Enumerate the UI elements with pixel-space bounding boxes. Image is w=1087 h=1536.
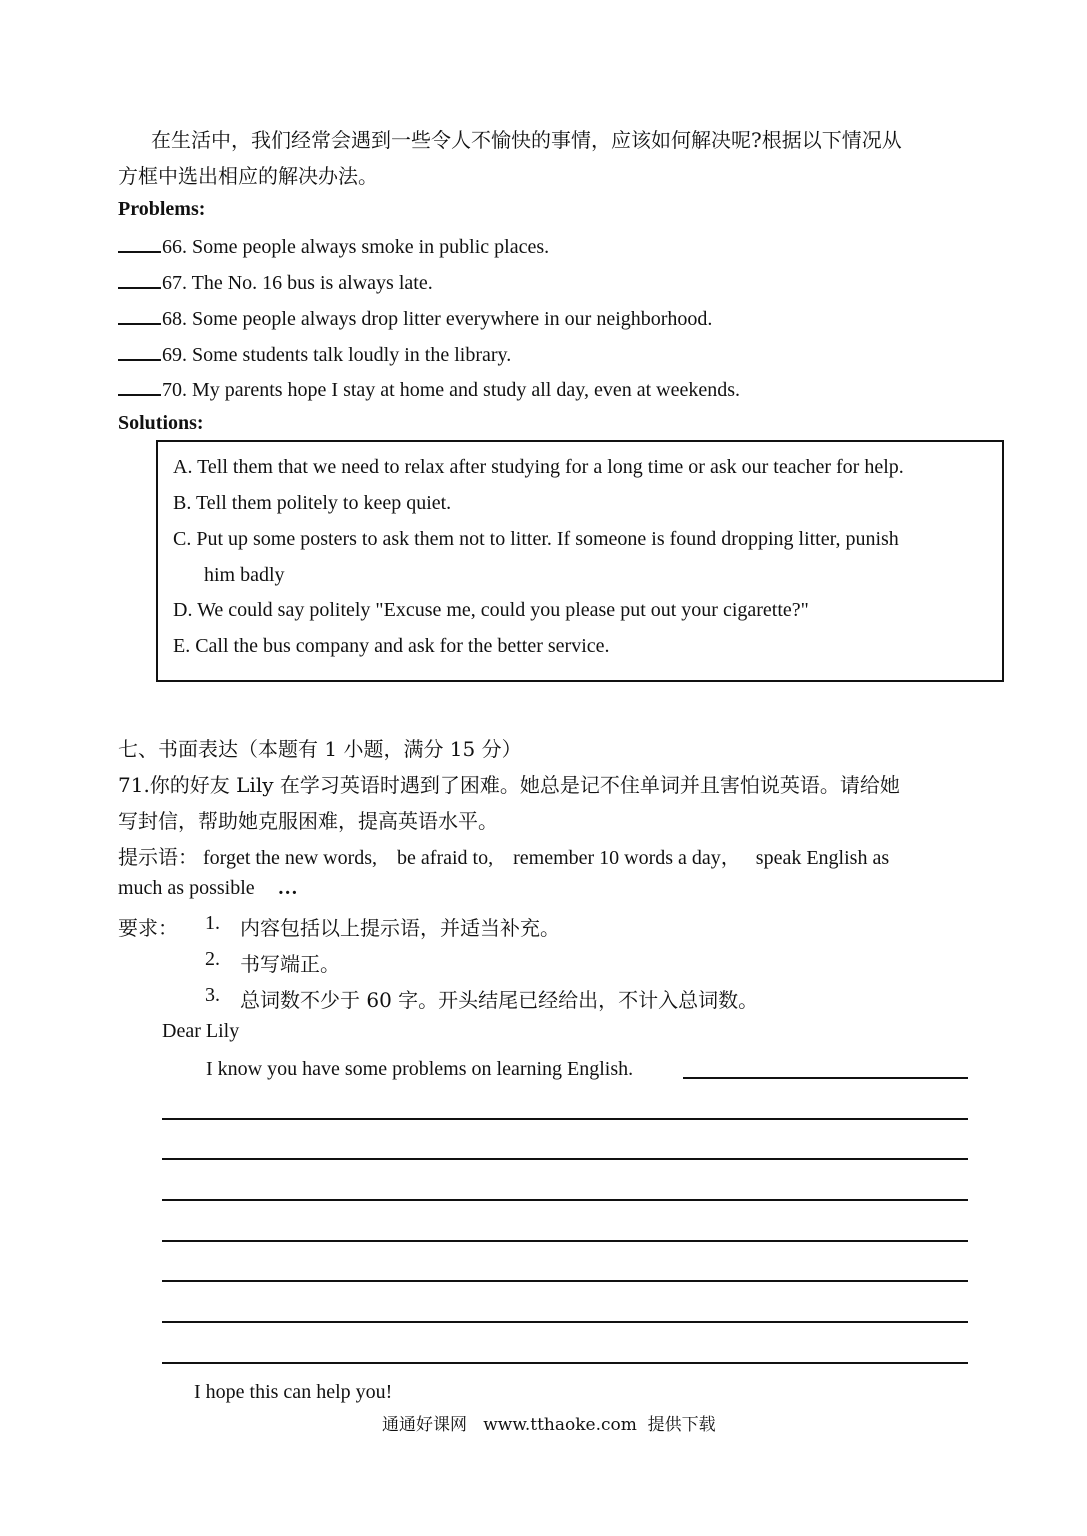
req-2: 书写端正。	[240, 952, 340, 976]
problem-text: 70. My parents hope I stay at home and study all day, even at weekends.	[162, 379, 740, 401]
problem-item-70	[118, 376, 740, 402]
writing-line[interactable]	[162, 1280, 968, 1282]
answer-blank[interactable]	[118, 305, 161, 325]
letter-closing: I hope this can help you!	[194, 1381, 393, 1403]
answer-blank[interactable]	[118, 376, 161, 396]
solution-a: A. Tell them that we need to relax after studying for a long time or ask our teacher for help.	[173, 456, 904, 478]
intro-line-1: 在生活中，我们经常会遇到一些令人不愉快的事情，应该如何解决呢?根据以下情况从	[151, 128, 902, 152]
solution-c: C. Put up some posters to ask them not to litter. If someone is found dropping litter, punish	[173, 528, 899, 550]
hint-line	[118, 841, 889, 870]
answer-blank[interactable]	[118, 233, 161, 253]
writing-line[interactable]	[162, 1118, 968, 1120]
page-footer: 通通好课网 www.tthaoke.com 提供下载	[382, 1415, 716, 1435]
hint-label: 提示语：	[118, 845, 198, 869]
answer-blank[interactable]	[118, 269, 161, 289]
section-title: 七、书面表达（本题有 1 小题，满分 15 分）	[118, 737, 522, 761]
problems-heading: Problems:	[118, 198, 206, 220]
req-3-num: 3.	[205, 984, 220, 1006]
solution-b: B. Tell them politely to keep quiet.	[173, 492, 452, 514]
problem-item-66	[118, 233, 549, 259]
solution-d: D. We could say politely "Excuse me, could you please put out your cigarette?"	[173, 599, 809, 621]
letter-opening: I know you have some problems on learning English.	[206, 1058, 634, 1080]
writing-line[interactable]	[162, 1158, 968, 1160]
problem-text: 68. Some people always drop litter everywhere in our neighborhood.	[162, 308, 713, 330]
hint-cont: much as possible	[118, 877, 255, 899]
hint-line-continued	[118, 877, 298, 900]
req-1: 内容包括以上提示语，并适当补充。	[240, 916, 560, 940]
problem-item-67	[118, 269, 433, 295]
req-3: 总词数不少于 60 字。开头结尾已经给出，不计入总词数。	[240, 988, 759, 1012]
problem-text: 67. The No. 16 bus is always late.	[162, 272, 433, 294]
problem-item-68	[118, 305, 712, 331]
letter-salutation: Dear Lily	[162, 1020, 240, 1042]
task-line-1: 71.你的好友 Lily 在学习英语时遇到了困难。她总是记不住单词并且害怕说英语。请给她	[118, 773, 900, 797]
writing-line[interactable]	[162, 1362, 968, 1364]
solution-c-continued: him badly	[204, 564, 285, 586]
writing-line[interactable]	[683, 1077, 968, 1079]
req-2-num: 2.	[205, 948, 220, 970]
task-line-2: 写封信，帮助她克服困难，提高英语水平。	[118, 809, 498, 833]
problem-text: 66. Some people always smoke in public places.	[162, 236, 550, 258]
intro-line-2: 方框中选出相应的解决办法。	[118, 164, 378, 188]
writing-line[interactable]	[162, 1240, 968, 1242]
writing-line[interactable]	[162, 1199, 968, 1201]
solution-e: E. Call the bus company and ask for the better service.	[173, 635, 610, 657]
answer-blank[interactable]	[118, 341, 161, 361]
writing-line[interactable]	[162, 1321, 968, 1323]
req-1-num: 1.	[205, 912, 220, 934]
hint-items: forget the new words, be afraid to, remember 10 words a day， speak English as	[203, 847, 890, 869]
problem-text: 69. Some students talk loudly in the library.	[162, 344, 512, 366]
hint-ellipsis: …	[277, 877, 298, 899]
solutions-heading: Solutions:	[118, 412, 204, 434]
problem-item-69	[118, 341, 511, 367]
requirements-label: 要求：	[118, 916, 178, 940]
